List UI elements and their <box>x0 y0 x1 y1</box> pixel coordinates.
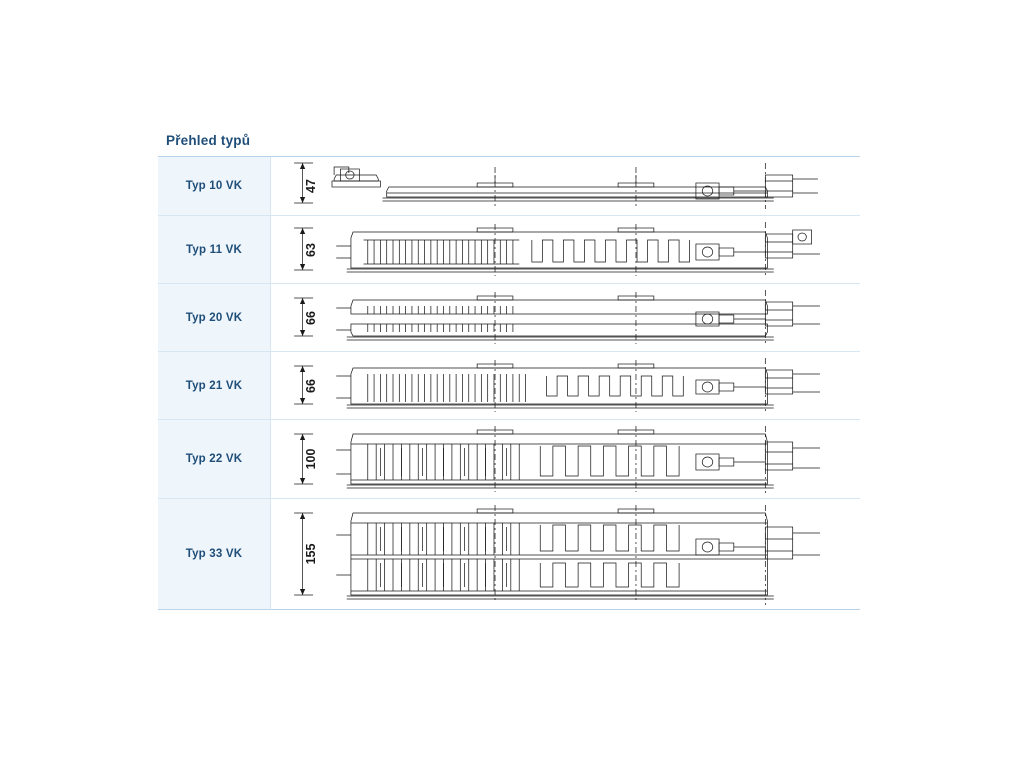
row-type-label-cell <box>158 284 271 351</box>
radiator-section-drawing-typ11 <box>271 216 860 283</box>
types-overview-panel <box>158 130 860 610</box>
types-table <box>158 156 860 610</box>
table-row <box>158 420 860 499</box>
row-drawing-cell <box>271 157 860 215</box>
row-drawing-cell <box>271 499 860 609</box>
radiator-section-drawing-typ21 <box>271 352 860 419</box>
row-type-label-cell <box>158 157 271 215</box>
row-type-label: Typ 10 VK <box>185 180 243 192</box>
table-row <box>158 157 860 216</box>
depth-value: 155 <box>304 543 318 565</box>
row-type-label: Typ 21 VK <box>185 379 243 392</box>
row-drawing-cell <box>271 420 860 498</box>
row-type-label-cell <box>158 499 271 609</box>
table-row <box>158 499 860 609</box>
row-drawing-cell <box>271 284 860 351</box>
depth-value: 100 <box>304 448 318 470</box>
row-type-label-cell <box>158 420 271 498</box>
depth-value: 66 <box>304 378 318 393</box>
row-type-label: Typ 11 VK <box>186 243 242 256</box>
radiator-section-drawing-typ22 <box>271 420 860 498</box>
table-row <box>158 216 860 284</box>
row-type-label: Typ 20 VK <box>185 311 243 324</box>
depth-value: 63 <box>304 242 318 257</box>
depth-value: 47 <box>304 179 318 193</box>
page-title: Přehled typů <box>166 133 251 148</box>
row-type-label: Typ 22 VK <box>185 453 243 465</box>
row-type-label-cell <box>158 216 271 283</box>
row-type-label: Typ 33 VK <box>185 548 243 560</box>
row-type-label-cell <box>158 352 271 419</box>
radiator-section-drawing-typ33 <box>271 499 860 609</box>
row-drawing-cell <box>271 216 860 283</box>
depth-value: 66 <box>304 310 318 325</box>
table-row <box>158 284 860 352</box>
table-row <box>158 352 860 420</box>
radiator-section-drawing-typ20 <box>271 284 860 351</box>
radiator-section-drawing-typ10 <box>271 157 860 215</box>
row-drawing-cell <box>271 352 860 419</box>
